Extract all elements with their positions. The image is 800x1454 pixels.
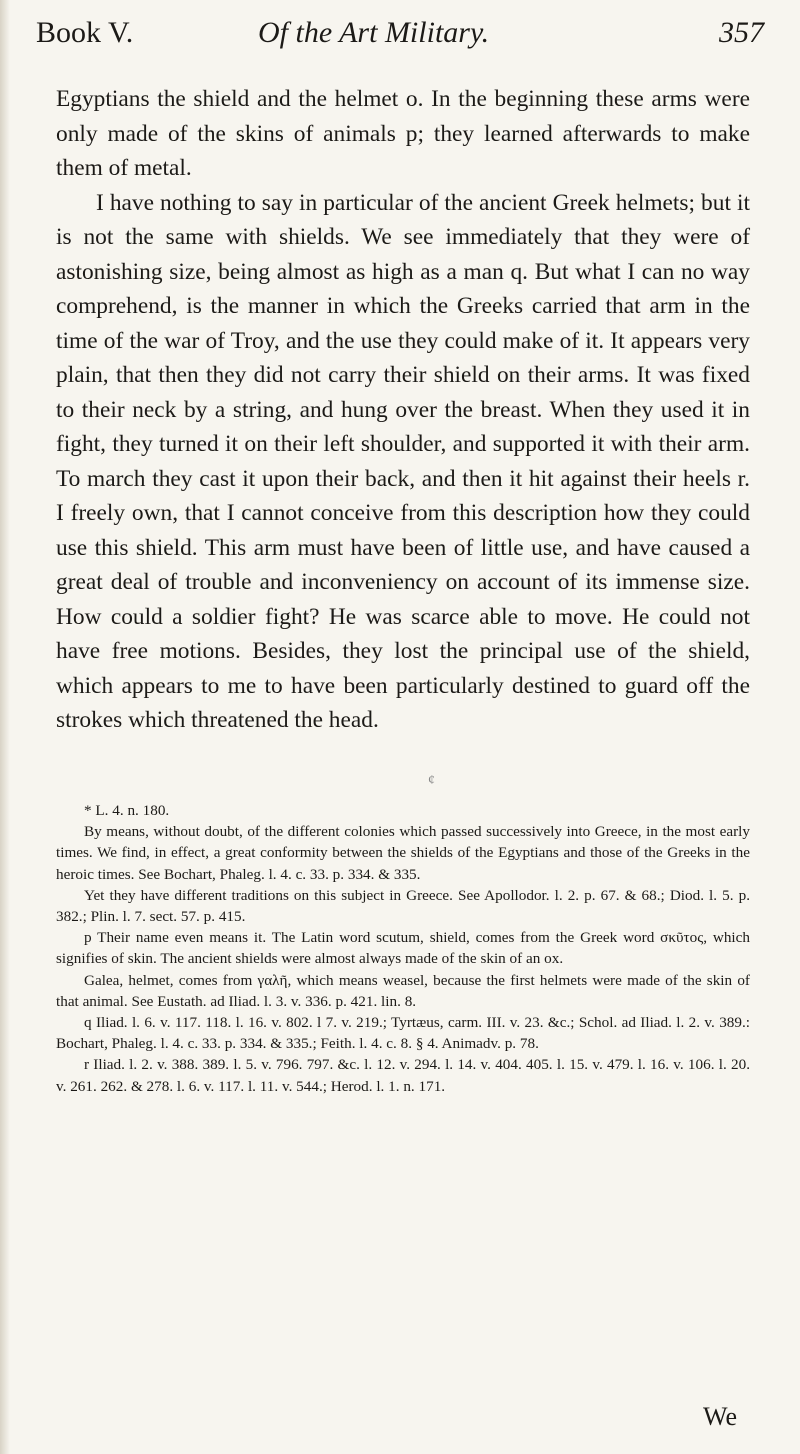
main-text (56, 82, 750, 738)
running-header (36, 16, 764, 60)
footnote-ornament: ¢ (428, 773, 435, 788)
paragraph: Egyptians the shield and the helmet o. In the beginning these arms were only made of the skins of animals p; they learned afterwards to make them of metal. (56, 86, 750, 181)
footnote: r Iliad. l. 2. v. 388. 389. l. 5. v. 796. 797. &c. l. 12. v. 294. l. 14. v. 404. 405. l. 15. v. 479. l. 16. v. 106. l. 20. v. 261. 262. & 278. l. 6. v. 117. l. 11. v. 544.; Herod. l. 1. n. 171. (56, 1056, 750, 1095)
footnote: By means, without doubt, of the different colonies which passed successively into Greece, in the most early times. We find, in effect, a great conformity between the shields of the Egyptians and those of the Greeks in the heroic times. See Bochart, Phaleg. l. 4. c. 33. p. 334. & 335. (56, 823, 750, 883)
footnote: Yet they have different traditions on this subject in Greece. See Apollodor. l. 2. p. 67. & 68.; Diod. l. 5. p. 382.; Plin. l. 7. sect. 57. p. 415. (56, 886, 750, 926)
page-number: 357 (719, 16, 764, 49)
footnote: q Iliad. l. 6. v. 117. 118. l. 16. v. 802. l 7. v. 219.; Tyrtæus, carm. III. v. 23. &c.; Schol. ad Iliad. l. 2. v. 389.: Bochart, Phaleg. l. 4. c. 33. p. 334. & 335.; Feith. l. 4. c. 8. § 4. Animadv. p. 78. (56, 1014, 750, 1053)
footnote: p Their name even means it. The Latin word scutum, shield, comes from the Greek word σκῦτος, which signifies of skin. The ancient shields were almost always made of the skin of an ox. (56, 929, 750, 968)
catchword: We (703, 1402, 737, 1431)
footnotes (56, 800, 750, 1097)
footnote: Galea, helmet, comes from γαλῆ, which means weasel, because the first helmets were made of the skin of that animal. See Eustath. ad Iliad. l. 3. v. 336. p. 421. lin. 8. (56, 971, 750, 1010)
page-binding-shadow (0, 0, 10, 1454)
book-number: Book V. (36, 16, 134, 49)
running-title: Of the Art Military. (258, 16, 490, 49)
footnote: * L. 4. n. 180. (84, 802, 170, 819)
paragraph: I have nothing to say in particular of the ancient Greek helmets; but it is not the same with shields. We see immediately that they were of astonishing size, being almost as high as a man q. But what I can no way comprehend, is the manner in which the Greeks carried that arm in the time of the war of Troy, and the use they could make of it. It appears very plain, that then they did not carry their shield on their arms. It was fixed to their neck by a string, and hung over the breast. When they used it in fight, they turned it on their left shoulder, and supported it with their arm. To march they cast it upon their back, and then it hit against their heels r. I freely own, that I cannot conceive from this description how they could use this shield. This arm must have been of little use, and have caused a great deal of trouble and inconveniency on account of its immense size. How could a soldier fight? He was scarce able to move. He could not have free motions. Besides, they lost the principal use of the shield, which appears to me to have been particularly destined to guard off the strokes which threatened the head. (56, 189, 750, 733)
